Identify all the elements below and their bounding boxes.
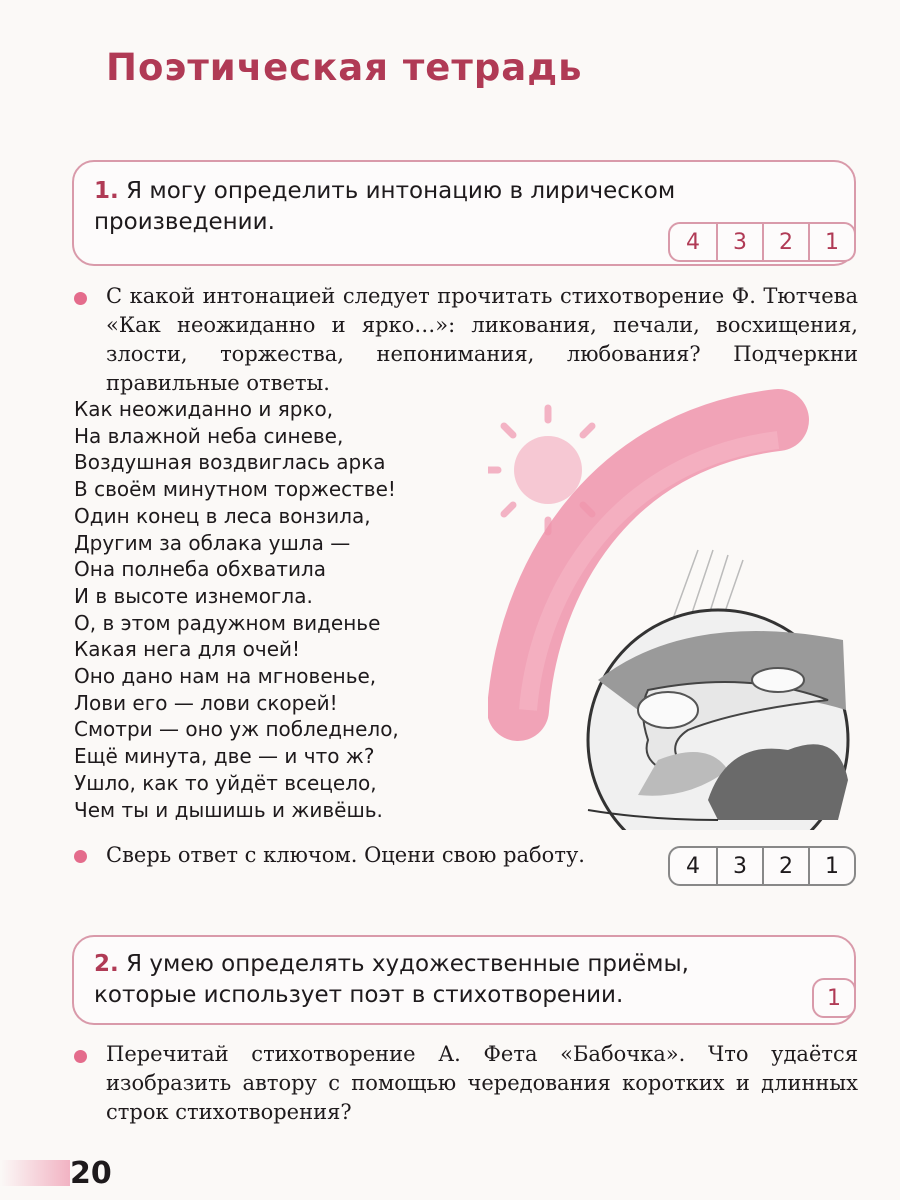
poem-line: Она полнеба обхватила — [74, 557, 326, 582]
page-number-strip — [0, 1160, 70, 1186]
rating-cell-2[interactable]: 2 — [762, 848, 808, 884]
poem-line: Другим за облака ушла — — [74, 530, 351, 555]
poem-line: Один конец в леса вонзила, — [74, 503, 371, 528]
rating-cell-4[interactable]: 4 — [686, 229, 700, 255]
task-2-question: Перечитай стихотворение А. Фета «Бабочка». Что удаётся изобразить автору с помощью чередования коротких и длинных строк стихотворения? — [106, 1042, 858, 1124]
task-1-question: С какой интонацией следует прочитать стихотворение Ф. Тютчева «Как неожиданно и ярко…»: ликования, печали, восхищения, злости, торжества, непонимания, любования? Подчеркни правильные ответы. — [106, 284, 858, 395]
landscape-icon — [588, 610, 848, 830]
self-assessment-scale-1b[interactable] — [668, 846, 856, 886]
rating-cell-1[interactable]: 1 — [808, 224, 854, 260]
rating-cell-1[interactable]: 1 — [808, 848, 854, 884]
goal-2-text — [94, 949, 784, 1011]
rainbow-sun-river-illustration — [488, 380, 858, 830]
goal-2-number: 2. — [94, 951, 119, 977]
poem-line: В своём минутном торжестве! — [74, 477, 396, 502]
goal-1-statement: Я могу определить интонацию в лирическом произведении. — [94, 178, 676, 235]
poem-line: Чем ты и дышишь и живёшь. — [74, 797, 383, 822]
self-assessment-scale-1[interactable] — [668, 222, 856, 262]
goal-1-number: 1. — [94, 178, 119, 204]
poem-line: И в высоте изнемогла. — [74, 583, 313, 608]
rating-cell-3[interactable]: 3 — [716, 224, 762, 260]
goal-2-statement: Я умею определять художественные приёмы, которые использует поэт в стихотворении. — [94, 951, 689, 1008]
poem-line: Как неожиданно и ярко, — [74, 397, 334, 421]
rating-cell-4[interactable]: 4 — [686, 853, 700, 879]
page-number: 20 — [70, 1156, 112, 1191]
rating-cell-1[interactable]: 1 — [827, 985, 841, 1011]
page-title: Поэтическая тетрадь — [106, 46, 583, 89]
poem-line: Лови его — лови скорей! — [74, 690, 338, 715]
rating-cell-2[interactable]: 2 — [762, 224, 808, 260]
self-assessment-scale-2[interactable] — [812, 978, 856, 1018]
poem-line: Ещё минута, две — и что ж? — [74, 744, 375, 769]
task-1b-instruction: Сверь ответ с ключом. Оцени свою работу. — [106, 843, 585, 867]
rating-cell-3[interactable]: 3 — [716, 848, 762, 884]
learning-goal-2 — [72, 935, 856, 1025]
poem-line: Воздушная воздвиглась арка — [74, 450, 386, 475]
poem-line: На влажной неба синеве, — [74, 423, 344, 448]
poem-line: Какая нега для очей! — [74, 637, 301, 662]
poem — [74, 396, 399, 823]
poem-line: Оно дано нам на мгновенье, — [74, 664, 377, 689]
poem-line: О, в этом радужном виденье — [74, 610, 381, 635]
bullet-icon — [74, 292, 87, 305]
poem-line: Ушло, как то уйдёт всецело, — [74, 770, 377, 795]
bullet-icon — [74, 1050, 87, 1063]
poem-line: Смотри — оно уж побледнело, — [74, 717, 399, 742]
bullet-icon — [74, 850, 87, 863]
